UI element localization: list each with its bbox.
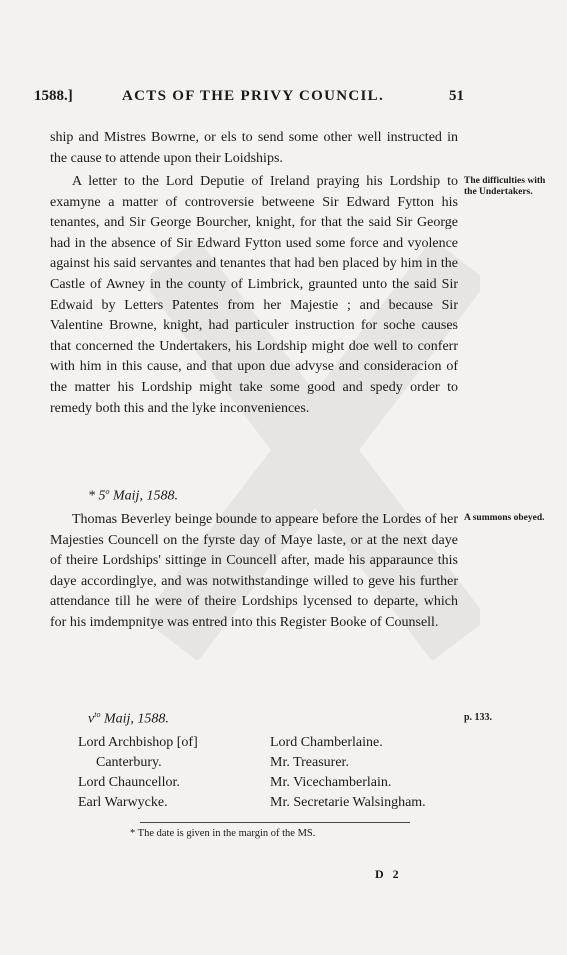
running-header bbox=[34, 88, 464, 112]
date-rest: Maij, 1588. bbox=[109, 488, 178, 504]
page-reference: p. 133. bbox=[464, 712, 493, 723]
attendee: Mr. Vicechamberlain. bbox=[270, 775, 392, 790]
attendee: Lord Chauncellor. bbox=[78, 775, 180, 790]
attendee: Mr. Secretarie Walsingham. bbox=[270, 795, 426, 810]
date-heading-vto-maij bbox=[88, 710, 169, 728]
entry-thomas-beverley bbox=[50, 510, 458, 634]
entry-beverley-text: Thomas Beverley beinge bounde to appeare before the Lordes of her Majesties Councell on the fyrste day of Maye laste, or at the next daye of theire Lordships' sittinge in Councell after, made his apparaunce this daye accordinglye, and was notwithstandinge willed to geve his further attendance till he were of theire Lordships lycensed to departe, which for his imdempnitye was entred into this Register Booke of Counsell. bbox=[50, 512, 458, 630]
date-superscript: o bbox=[105, 487, 110, 496]
entry-letter-lord-deputie bbox=[50, 172, 458, 419]
date-prefix: * 5 bbox=[88, 488, 106, 504]
header-year: 1588.] bbox=[34, 88, 73, 104]
margin-note-undertakers: The difficulties with the Undertakers. bbox=[464, 176, 546, 197]
date-heading-5-maij bbox=[88, 487, 178, 505]
signature-mark: D 2 bbox=[375, 867, 402, 881]
entry-letter-text: A letter to the Lord Deputie of Ireland praying his Lordship to examyne a matter of controversie betweene Sir Edward Fytton his tenantes, and Sir George Bourcher, knight, for that the said Sir George had in the absence of Sir Edward Fytton used some force and vyolence against his said servantes and tenantes that had ben placed by him in the Castle of Awney in the county of Limbrick, graunted unto the said Sir Edwaid by Letters Patentes from her Majestie ; and because Sir Valentine Browne, knight, had particuler instruction for soche causes that concerned the Undertakers, his Lordship might doe well to conferr with him in this cause, and that upon due advyse and consideracion of the matter his Lordship might take some good and spedy order to remedy both this and the lyke inconveniences. bbox=[50, 174, 458, 416]
attendee: Mr. Treasurer. bbox=[270, 755, 349, 770]
continuation-paragraph bbox=[50, 128, 458, 169]
page-number: 51 bbox=[449, 88, 464, 104]
footnote-rule bbox=[140, 822, 410, 823]
date-prefix: v bbox=[88, 711, 95, 727]
date-superscript: to bbox=[94, 710, 101, 719]
attendee: Lord Archbishop [of] bbox=[78, 735, 198, 750]
footnote: * The date is given in the margin of the MS. bbox=[130, 828, 316, 839]
attendee: Lord Chamberlaine. bbox=[270, 735, 383, 750]
attendance-left-column bbox=[78, 733, 258, 813]
margin-note-summons: A summons obeyed. bbox=[464, 513, 545, 523]
attendee: Earl Warwycke. bbox=[78, 795, 168, 810]
attendance-right-column bbox=[270, 733, 470, 813]
continuation-text: ship and Mistres Bowrne, or els to send some other well instructed in the cause to attende upon their Loidships. bbox=[50, 130, 458, 166]
header-title: ACTS OF THE PRIVY COUNCIL. bbox=[122, 88, 385, 104]
date-rest: Maij, 1588. bbox=[100, 711, 169, 727]
attendee: Canterbury. bbox=[96, 755, 162, 770]
